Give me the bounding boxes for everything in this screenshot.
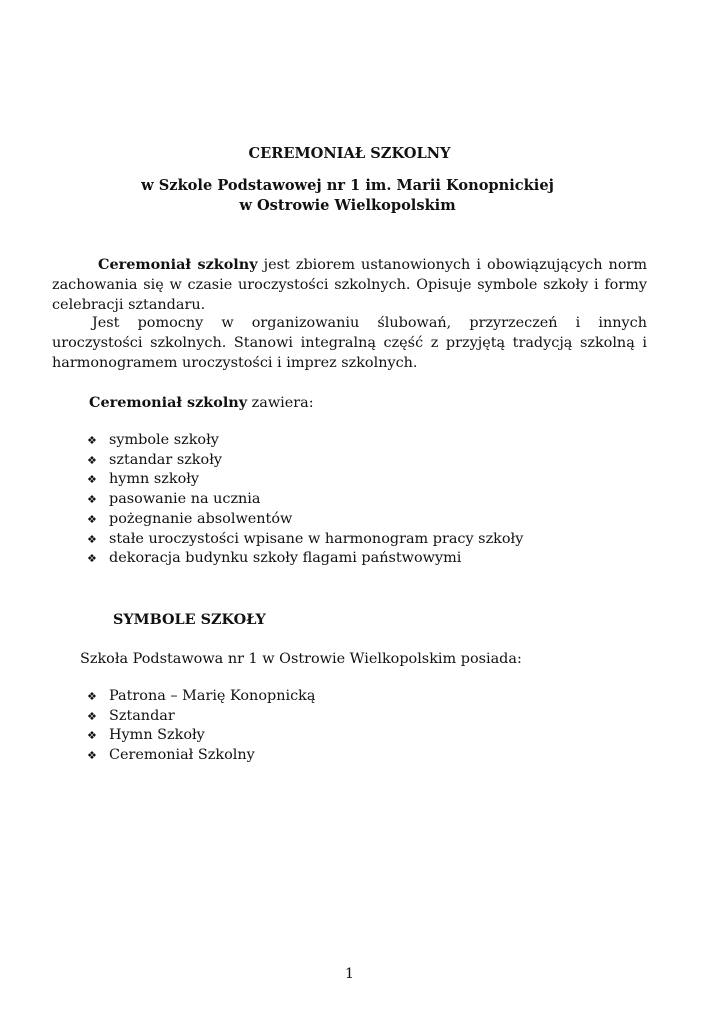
- symbols-list: [87, 687, 315, 766]
- list-item-text: Patrona – Marię Konopnicką: [109, 688, 316, 704]
- subtitle-line-2: w Ostrowie Wielkopolskim: [239, 197, 456, 214]
- diamond-bullet-icon: ❖: [87, 532, 97, 546]
- page-number: [0, 964, 725, 984]
- list-item: [87, 726, 315, 746]
- list-item-text: Hymn Szkoły: [109, 727, 205, 744]
- list-item: [87, 549, 523, 569]
- contents-intro: [89, 393, 314, 413]
- list-item: [87, 687, 315, 707]
- list-item-text: hymn szkoły: [109, 471, 200, 488]
- list-item-text: stałe uroczystości wpisane w harmonogram pracy szkoły: [109, 530, 524, 547]
- list-item: [87, 490, 523, 510]
- intro-paragraph-text: jest zbiorem ustanowionych i obowiązujących norm zachowania się w czasie uroczystości szkolnych. Opisuje symbole szkoły i formy celebracji sztandaru.: [52, 257, 648, 313]
- diamond-bullet-icon: ❖: [87, 690, 97, 703]
- list-item: [87, 510, 523, 530]
- list-item-text: Sztandar: [109, 707, 175, 724]
- diamond-bullet-icon: ❖: [87, 473, 97, 487]
- intro-paragraph: [52, 255, 647, 315]
- contents-list: [87, 431, 523, 569]
- list-item: [87, 530, 523, 550]
- diamond-bullet-icon: ❖: [87, 552, 97, 566]
- section-intro: Szkoła Podstawowa nr 1 w Ostrowie Wielkopolskim posiada:: [80, 651, 522, 667]
- diamond-bullet-icon: ❖: [87, 729, 97, 743]
- section-heading: SYMBOLE SZKOŁY: [113, 611, 266, 628]
- list-item-text: Ceremoniał Szkolny: [109, 747, 255, 764]
- list-item: [87, 746, 315, 766]
- list-item-text: symbole szkoły: [109, 432, 219, 448]
- diamond-bullet-icon: ❖: [87, 493, 97, 507]
- diamond-bullet-icon: ❖: [87, 709, 97, 723]
- list-item-text: pasowanie na ucznia: [109, 491, 261, 508]
- list-item: [87, 431, 523, 451]
- second-paragraph: [52, 313, 647, 373]
- list-item: [87, 451, 523, 471]
- diamond-bullet-icon: ❖: [87, 434, 97, 447]
- diamond-bullet-icon: ❖: [87, 512, 97, 526]
- list-item: [87, 470, 523, 490]
- document-title: [0, 145, 725, 163]
- page-number-text: 1: [344, 966, 355, 982]
- diamond-bullet-icon: ❖: [87, 453, 97, 467]
- list-item-text: pożegnanie absolwentów: [109, 510, 293, 527]
- list-item-text: sztandar szkoły: [109, 451, 222, 468]
- list-item-text: dekoracja budynku szkoły flagami państwowymi: [109, 550, 462, 567]
- diamond-bullet-icon: ❖: [87, 749, 97, 763]
- document-title-text: CEREMONIAŁ SZKOLNY: [248, 145, 451, 162]
- contents-intro-bold: Ceremoniał szkolny: [89, 394, 248, 411]
- intro-paragraph-bold: Ceremoniał szkolny: [98, 256, 258, 273]
- document-subtitle: [0, 176, 725, 216]
- list-item: [87, 707, 315, 727]
- second-paragraph-text: Jest pomocny w organizowaniu ślubowań, przyrzeczeń i innych uroczystości szkolnych. Stanowi integralną część z przyjętą tradycją szkolną i harmonogramem uroczystości i imprez szkolnych.: [52, 315, 647, 371]
- subtitle-line-1: w Szkole Podstawowej nr 1 im. Marii Konopnickiej: [141, 177, 554, 194]
- contents-intro-text: zawiera:: [247, 395, 314, 411]
